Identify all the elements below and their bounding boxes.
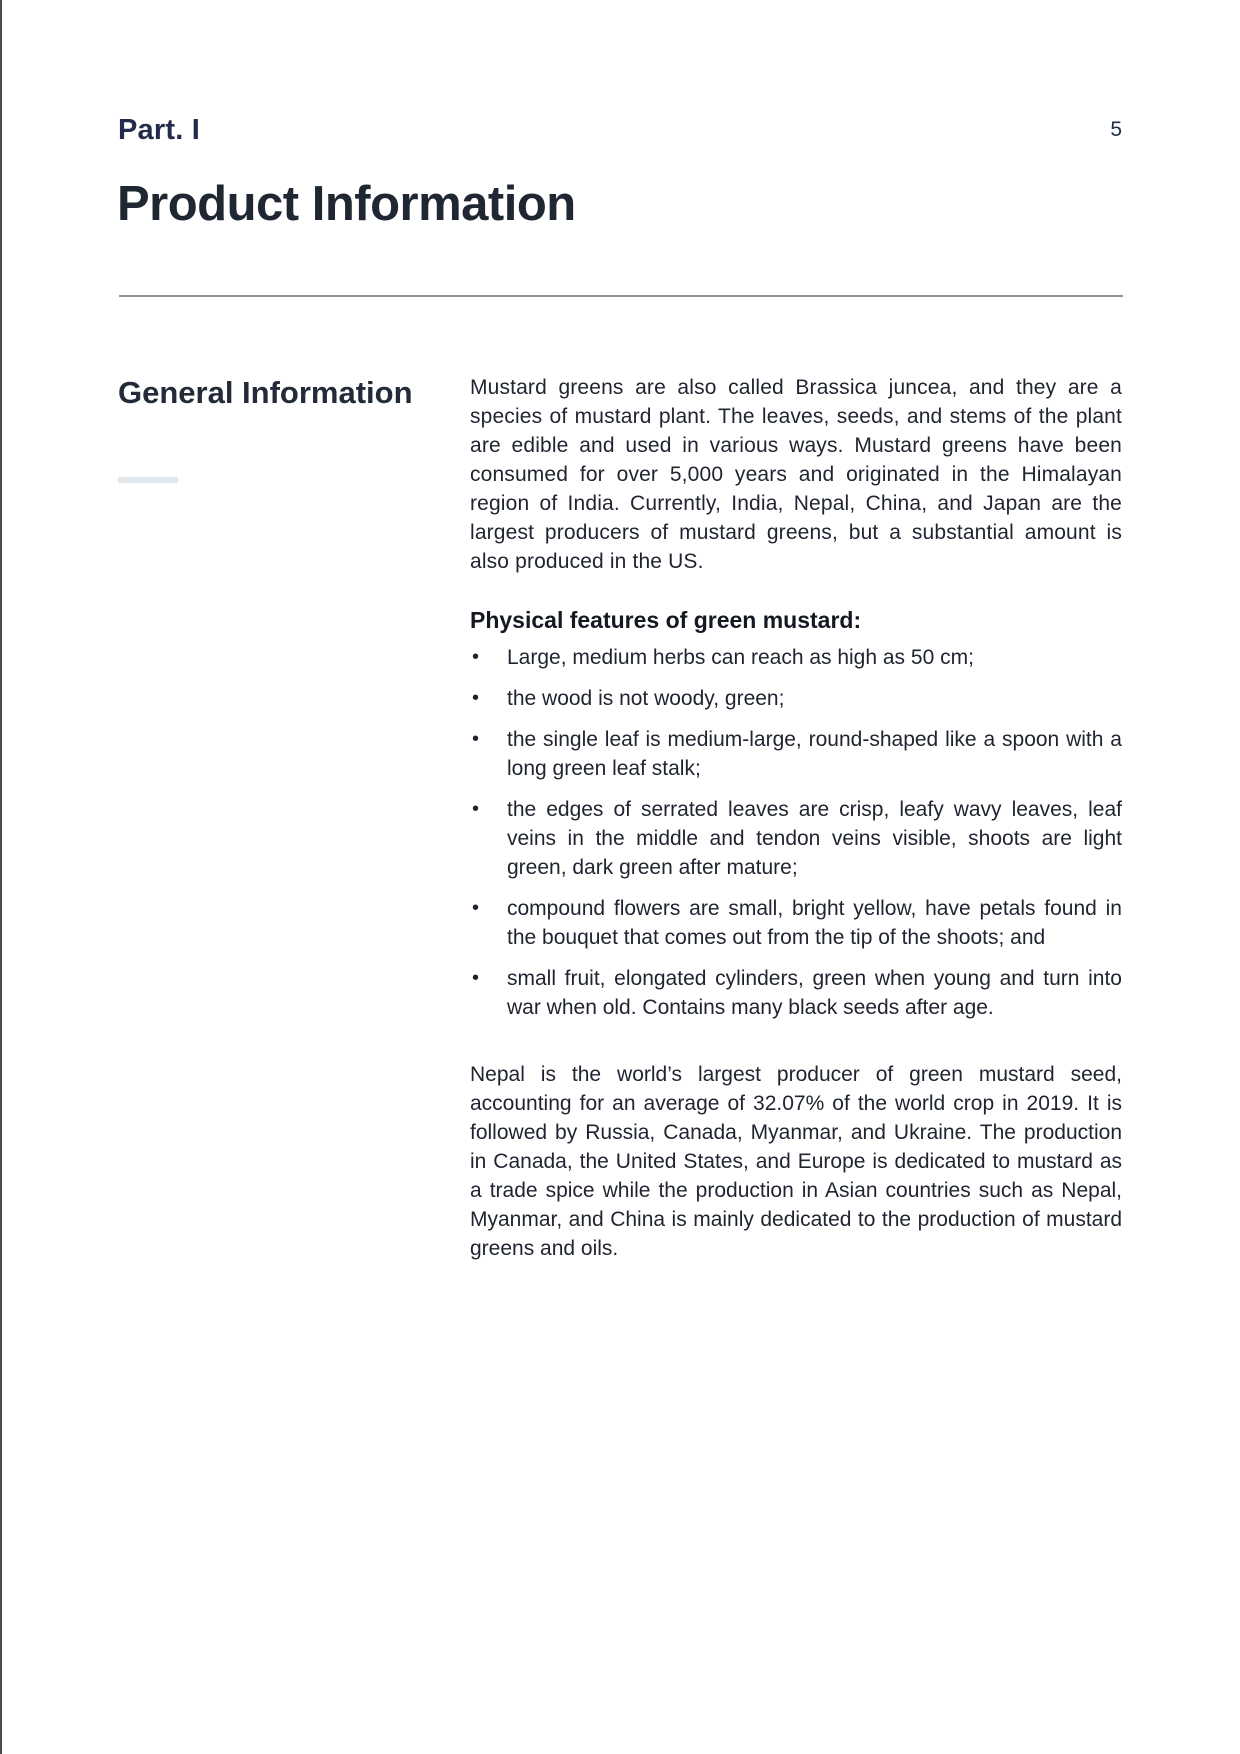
section-heading: General Information xyxy=(118,375,413,410)
bullet-icon: • xyxy=(472,646,480,668)
bullet-icon: • xyxy=(472,897,480,919)
list-item xyxy=(470,725,1122,783)
page-number: 5 xyxy=(1110,118,1122,141)
bullet-icon: • xyxy=(472,967,480,989)
list-item-text: Large, medium herbs can reach as high as 50 cm; xyxy=(507,646,974,669)
intro-paragraph: Mustard greens are also called Brassica juncea, and they are a species of mustard plant. The leaves, seeds, and stems of the plant are edible and used in various ways. Mustard greens have been consumed for over 5,000 years and originated in the Himalayan region of India. Currently, India, Nepal, China, and Japan are the largest producers of mustard greens, but a substantial amount is also produced in the US. xyxy=(470,376,1122,573)
page-title: Product Information xyxy=(117,177,576,231)
list-item xyxy=(470,684,1122,713)
bullet-icon: • xyxy=(472,687,480,709)
list-item-text: the single leaf is medium-large, round-shaped like a spoon with a long green leaf stalk; xyxy=(507,728,1122,780)
list-item-text: compound flowers are small, bright yellow, have petals found in the bouquet that comes out from the tip of the shoots; and xyxy=(507,897,1122,949)
closing-paragraph: Nepal is the world’s largest producer of green mustard seed, accounting for an average of 32.07% of the world crop in 2019. It is followed by Russia, Canada, Myanmar, and Ukraine. The production in Canada, the United States, and Europe is dedicated to mustard as a trade spice while the production in Asian countries such as Nepal, Myanmar, and China is mainly dedicated to the production of mustard greens and oils. xyxy=(470,1063,1122,1260)
list-item xyxy=(470,964,1122,1022)
part-label: Part. I xyxy=(118,114,200,146)
features-heading: Physical features of green mustard: xyxy=(470,607,862,633)
bullet-icon: • xyxy=(472,728,480,750)
page-edge xyxy=(0,0,2,1754)
list-item xyxy=(470,795,1122,882)
list-item xyxy=(470,894,1122,952)
features-list xyxy=(470,643,1122,1022)
list-item-text: small fruit, elongated cylinders, green when young and turn into war when old. Contains many black seeds after age. xyxy=(507,967,1122,1019)
title-divider xyxy=(119,295,1123,297)
list-item xyxy=(470,643,1122,672)
bullet-icon: • xyxy=(472,798,480,820)
list-item-text: the edges of serrated leaves are crisp, leafy wavy leaves, leaf veins in the middle and tendon veins visible, shoots are light green, dark green after mature; xyxy=(507,798,1122,879)
body-content xyxy=(470,373,1122,1263)
list-item-text: the wood is not woody, green; xyxy=(507,687,785,710)
section-accent-bar xyxy=(118,477,178,483)
